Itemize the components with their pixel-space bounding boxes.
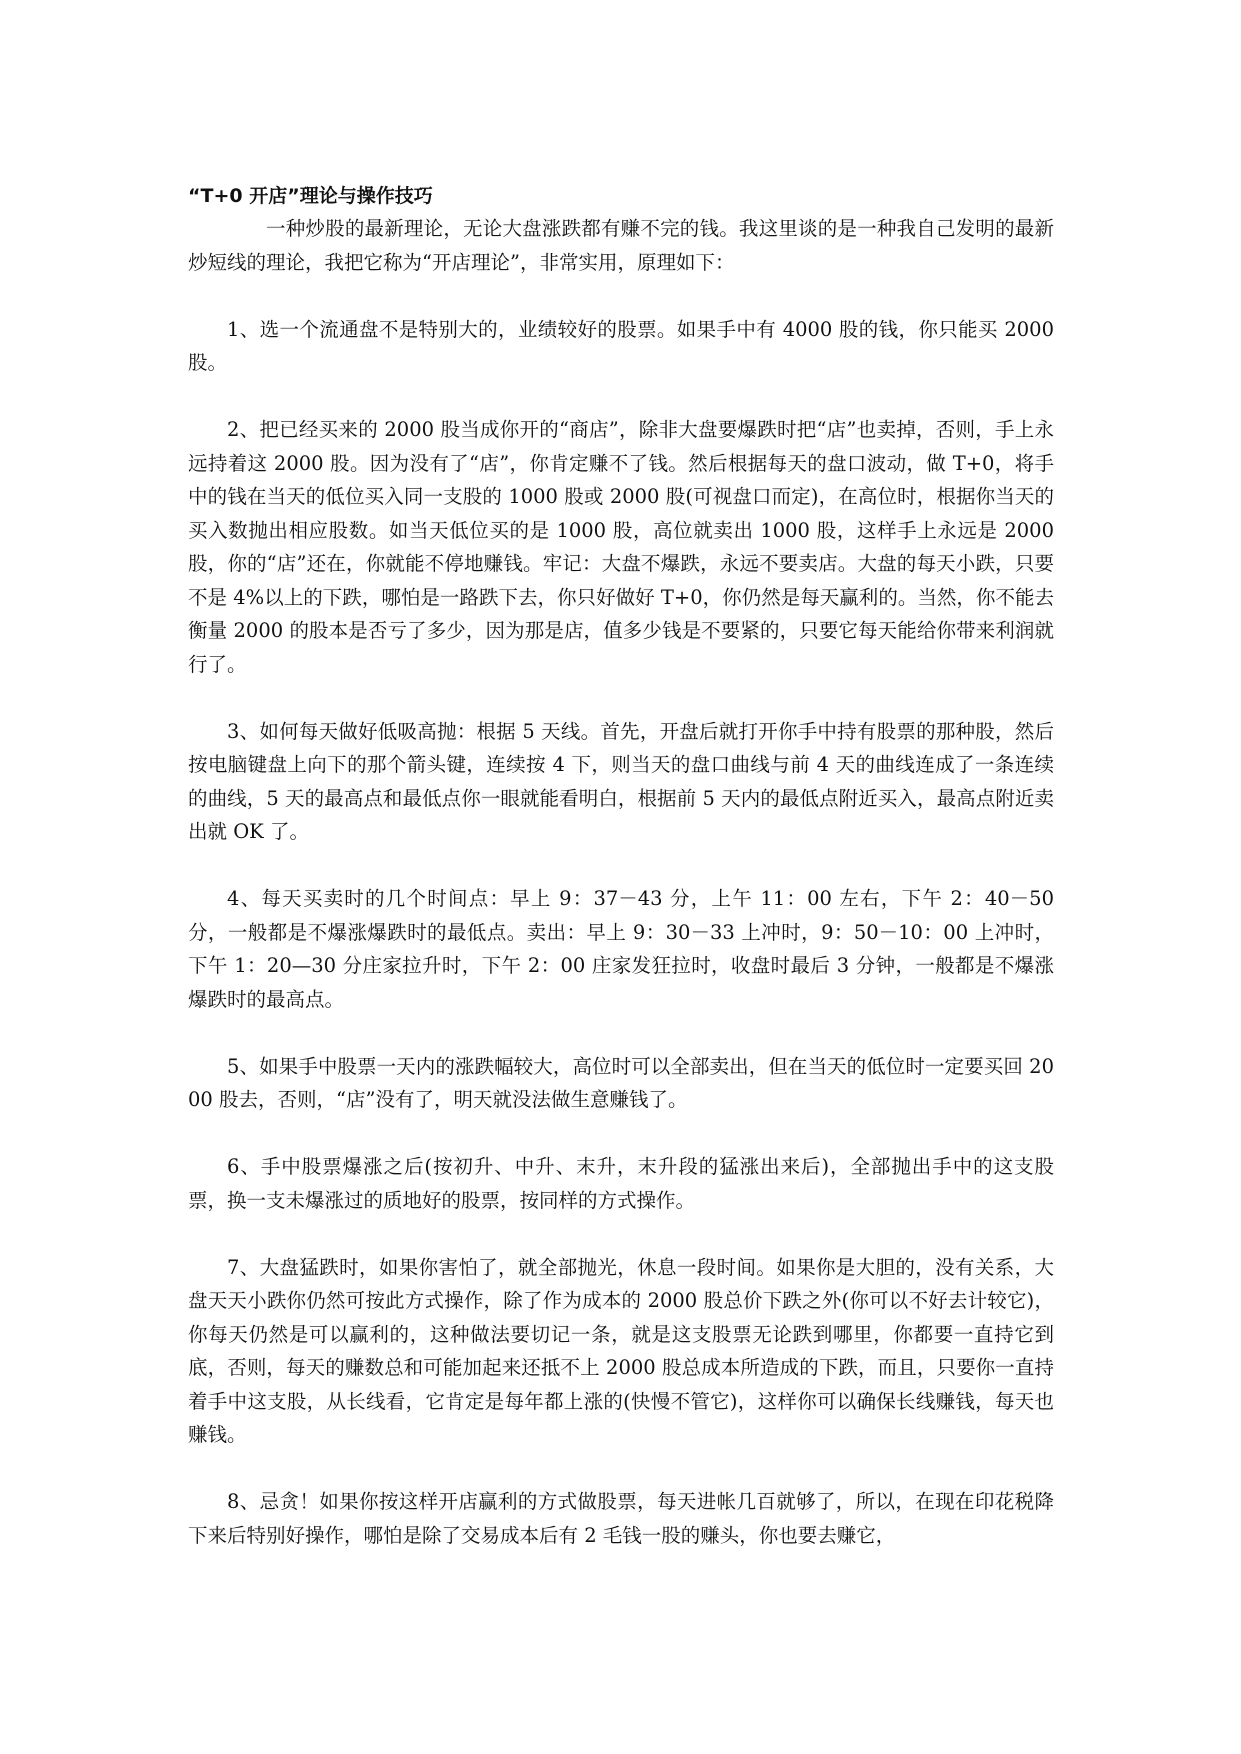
paragraph-gap: [188, 279, 1054, 313]
list-item: 4、每天买卖时的几个时间点：早上 9：37－43 分，上午 11：00 左右，下午 2：40－50 分，一般都是不爆涨爆跌时的最低点。卖出：早上 9：30－33 上冲时，9：50－10：00 上冲时，下午 1：20—30 分庄家拉升时，下午 2：00 庄家发狂拉时，收盘时最后 3 分钟，一般都是不爆涨爆跌时的最高点。: [188, 887, 1054, 1011]
paragraph-gap: [188, 1016, 1054, 1050]
list-item: 3、如何每天做好低吸高抛：根据 5 天线。首先，开盘后就打开你手中持有股票的那种股，然后按电脑键盘上向下的那个箭头键，连续按 4 下，则当天的盘口曲线与前 4 天的曲线连成了一条连续的曲线，5 天的最高点和最低点你一眼就能看明白，根据前 5 天内的最低点附近买入，最高点附近卖出就 OK 了。: [188, 719, 1054, 843]
list-item: 5、如果手中股票一天内的涨跌幅较大，高位时可以全部卖出，但在当天的低位时一定要买回 2000 股去，否则，“店”没有了，明天就没法做生意赚钱了。: [188, 1054, 1054, 1111]
list-item: 2、把已经买来的 2000 股当成你开的“商店”，除非大盘要爆跌时把“店”也卖掉，否则，手上永远持着这 2000 股。因为没有了“店”，你肯定赚不了钱。然后根据每天的盘口波动，做 T+0，将手中的钱在当天的低位买入同一支股的 1000 股或 2000 股(可视盘口而定)，在高位时，根据你当天的买入数抛出相应股数。如当天低位买的是 1000 股，高位就卖出 1000 股，这样手上永远是 2000 股，你的“店”还在，你就能不停地赚钱。牢记：大盘不爆跌，永远不要卖店。大盘的每天小跌，只要不是 4%以上的下跌，哪怕是一路跌下去，你只好做好 T+0，你仍然是每天赢利的。当然，你不能去衡量 2000 的股本是否亏了多少，因为那是店，值多少钱是不要紧的，只要它每天能给你带来利润就行了。: [188, 418, 1054, 676]
document-title: “T+0 开店”理论与操作技巧: [188, 185, 433, 207]
paragraph-gap: [188, 849, 1054, 883]
intro-paragraph: 一种炒股的最新理论，无论大盘涨跌都有赚不完的钱。我这里谈的是一种我自己发明的最新炒短线的理论，我把它称为“开店理论”，非常实用，原理如下：: [188, 217, 1054, 274]
paragraph-gap: [188, 681, 1054, 715]
document-body: [188, 180, 1054, 1552]
paragraph-gap: [188, 380, 1054, 414]
list-item: 1、选一个流通盘不是特别大的，业绩较好的股票。如果手中有 4000 股的钱，你只能买 2000 股。: [188, 317, 1054, 374]
list-item: 6、手中股票爆涨之后(按初升、中升、末升，末升段的猛涨出来后)，全部抛出手中的这支股票，换一支未爆涨过的质地好的股票，按同样的方式操作。: [188, 1155, 1054, 1212]
list-item: 7、大盘猛跌时，如果你害怕了，就全部抛光，休息一段时间。如果你是大胆的，没有关系，大盘天天小跌你仍然可按此方式操作，除了作为成本的 2000 股总价下跌之外(你可以不好去计较它)，你每天仍然是可以赢利的，这种做法要切记一条，就是这支股票无论跌到哪里，你都要一直持它到底，否则，每天的赚数总和可能加起来还抵不上 2000 股总成本所造成的下跌，而且，只要你一直持着手中这支股，从长线看，它肯定是每年都上涨的(快慢不管它)，这样你可以确保长线赚钱，每天也赚钱。: [188, 1255, 1054, 1446]
list-item: 8、忌贪！如果你按这样开店赢利的方式做股票，每天进帐几百就够了，所以，在现在印花税降下来后特别好操作，哪怕是除了交易成本后有 2 毛钱一股的赚头，你也要去赚它，: [188, 1490, 1054, 1547]
paragraph-gap: [188, 1217, 1054, 1251]
paragraph-gap: [188, 1452, 1054, 1486]
paragraph-gap: [188, 1117, 1054, 1151]
